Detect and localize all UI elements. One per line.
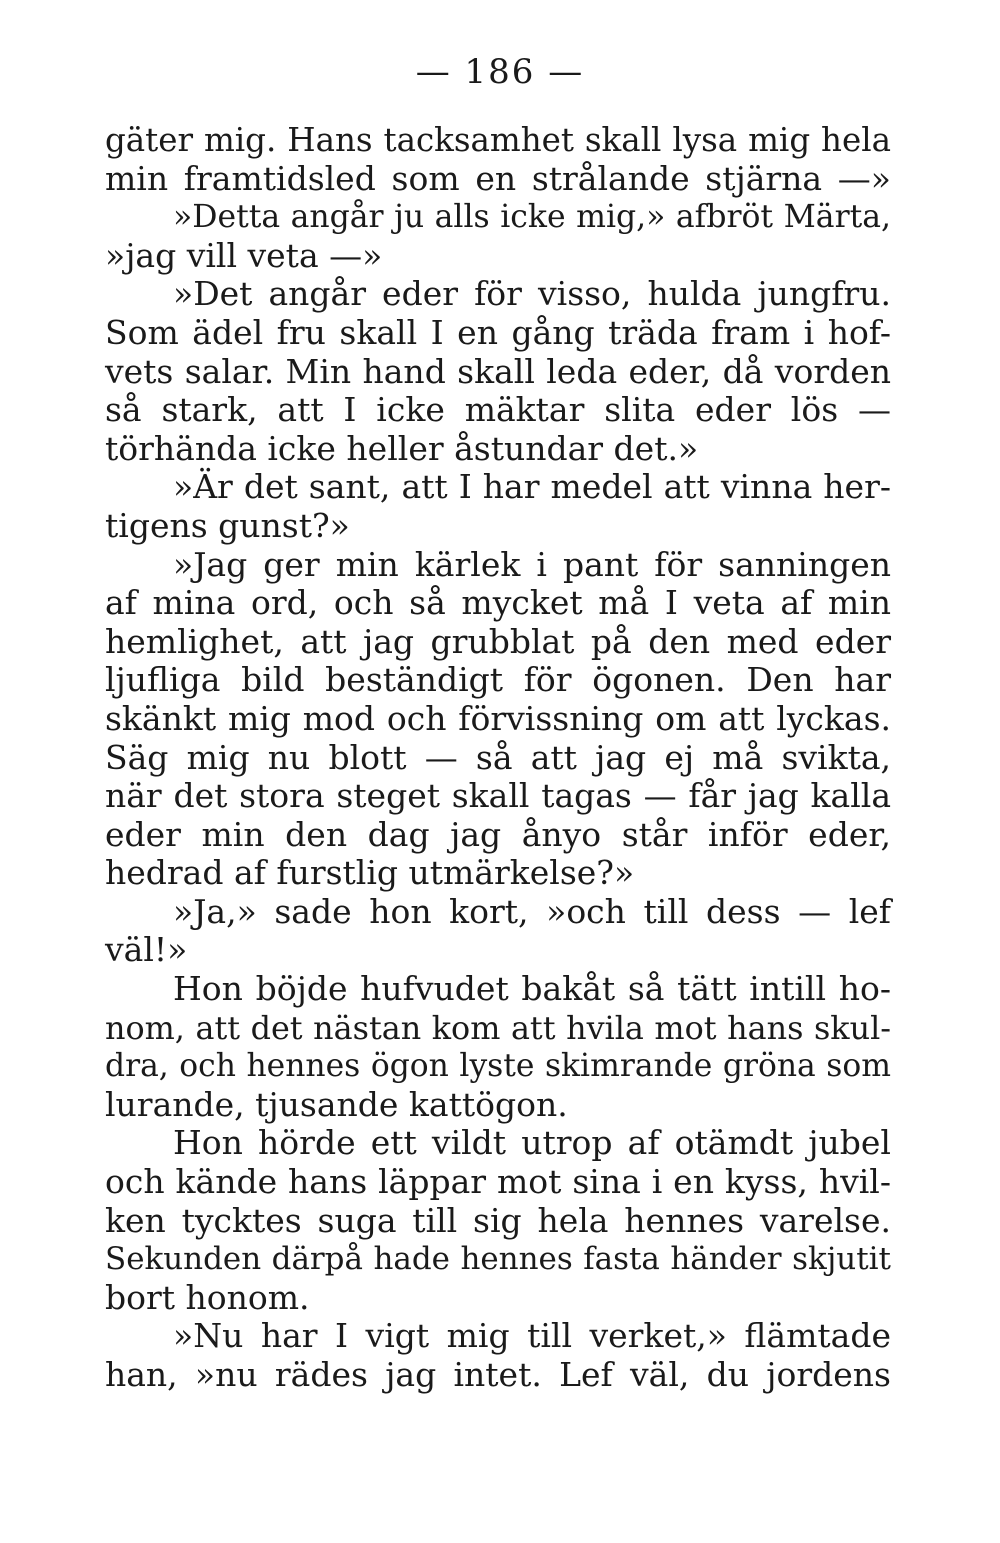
text-line: af mina ord, och så mycket må I veta af min [105,583,891,623]
text-line: »Nu har I vigt mig till verket,» flämtade [173,1316,891,1356]
text-line: han, »nu rädes jag intet. Lef väl, du jordens [105,1355,891,1394]
text-line: bort honom. [105,1277,310,1317]
text-line: Som ädel fru skall I en gång träda fram i hof- [105,312,891,352]
text-line: törhända icke heller åstundar det.» [105,428,699,468]
text-line: när det stora steget skall tagas — får jag kalla [105,776,891,816]
text-line: min framtidsled som en strålande stjärna —» [105,158,891,198]
text-line: »Det angår eder för visso, hulda jungfru. [173,274,891,314]
page-number: — 186 — [415,52,585,92]
text-line: »Detta angår ju alls icke mig,» afbröt Märta, [173,199,891,236]
text-line: Hon böjde hufvudet bakåt så tätt intill ho- [173,969,891,1009]
text-line: nom, att det nästan kom att hvila mot hans skul- [105,1008,891,1047]
text-line: skänkt mig mod och förvissning om att lyckas. [105,698,891,738]
text-line: eder min den dag jag ånyo står inför eder, [105,814,891,854]
text-line: tigens gunst?» [105,505,350,545]
text-line: så stark, att I icke mäktar slita eder lös — [105,390,891,430]
text-line: hemlighet, att jag grubblat på den med eder [105,621,891,661]
text-line: hedrad af furstlig utmärkelse?» [105,853,635,893]
text-line: Sekunden därpå hade hennes fasta händer skjutit [105,1241,891,1278]
text-line: väl!» [105,930,188,970]
text-line: vets salar. Min hand skall leda eder, då vorden [105,351,891,391]
text-line: »jag vill veta —» [105,235,383,275]
page-body-text [105,121,891,1395]
text-line: »Är det sant, att I har medel att vinna her- [173,467,891,507]
text-line: Hon hörde ett vildt utrop af otämdt jubel [173,1123,891,1163]
text-line: och kände hans läppar mot sina i en kyss, hvil- [105,1162,891,1202]
text-line: »Ja,» sade hon kort, »och till dess — lef [173,891,891,931]
text-line: dra, och hennes ögon lyste skimrande gröna som [105,1048,891,1085]
text-line: lurande, tjusande kattögon. [105,1084,568,1124]
text-line: »Jag ger min kärlek i pant för sanningen [173,544,891,584]
text-line: Säg mig nu blott — så att jag ej må svikta, [105,737,891,777]
text-line: ljufliga bild beständigt för ögonen. Den har [105,660,891,700]
text-line: ken tycktes suga till sig hela hennes varelse. [105,1200,891,1240]
text-line: gäter mig. Hans tacksamhet skall lysa mig hela [105,121,891,159]
